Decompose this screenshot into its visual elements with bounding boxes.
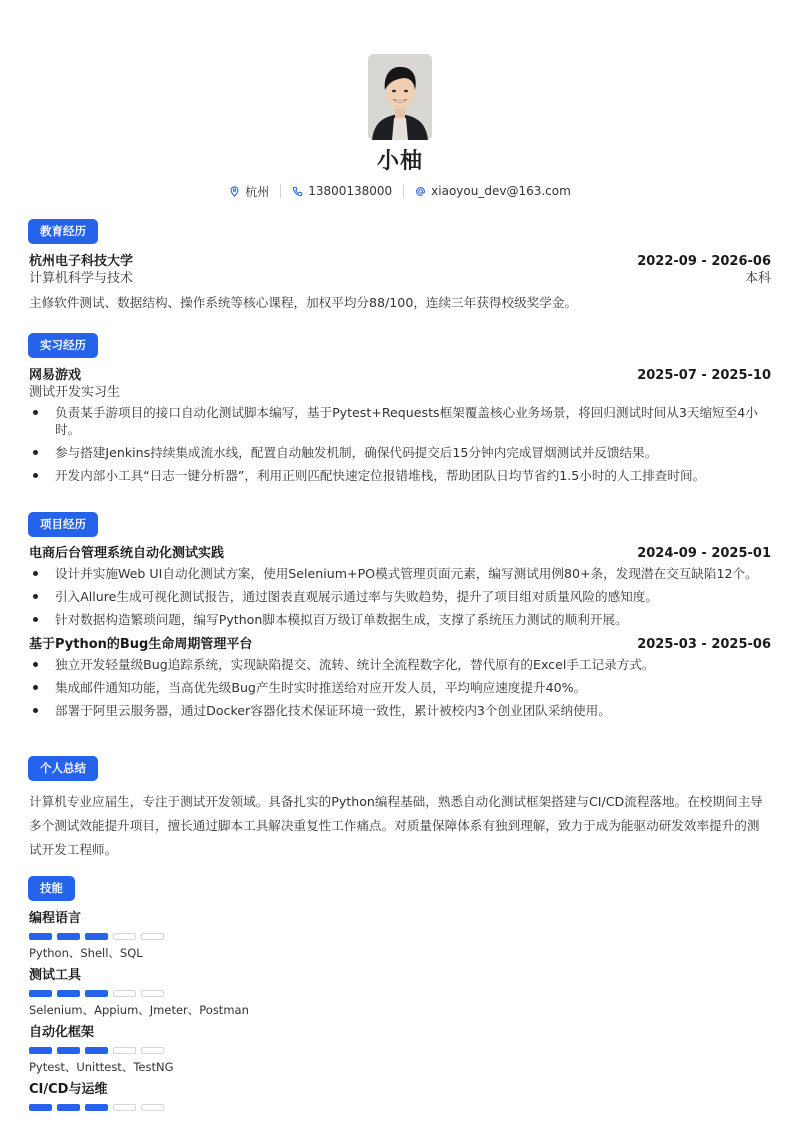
level-segment-filled	[57, 1104, 80, 1111]
list-item: 部署于阿里云服务器，通过Docker容器化技术保证环境一致性，累计被校内3个创业团队采纳使用。	[29, 702, 771, 719]
degree: 本科	[744, 271, 771, 286]
section-tag-internship: 实习经历	[28, 333, 98, 358]
section-tag-summary: 个人总结	[28, 756, 98, 781]
major: 计算机科学与技术	[29, 271, 134, 286]
project-date: 2025-03 - 2025-06	[637, 637, 771, 652]
skill-name: CI/CD与运维	[29, 1082, 108, 1097]
level-segment-empty	[141, 933, 164, 940]
summary-text: 计算机专业应届生，专注于测试开发领域。具备扎实的Python编程基础，熟悉自动化测试框架搭建与CI/CD流程落地。在校期间主导多个测试效能提升项目，擅长通过脚本工具解决重复性工作痛点。对质量保障体系有独到理解，致力于成为能驱动研发效率提升的测试开发工程师。	[29, 794, 763, 857]
skill-tools: Selenium、Appium、Jmeter、Postman	[29, 1003, 249, 1017]
location-pin-icon	[229, 186, 240, 197]
level-segment-filled	[57, 933, 80, 940]
skill-name: 编程语言	[29, 911, 82, 926]
divider	[403, 184, 404, 198]
section-summary	[29, 756, 771, 862]
section-tag-education: 教育经历	[28, 219, 98, 244]
level-segment-filled	[29, 990, 52, 997]
section-tag-skills: 技能	[28, 876, 75, 901]
skill-level-bar	[29, 933, 771, 940]
project-item	[29, 545, 771, 628]
list-item: 参与搭建Jenkins持续集成流水线，配置自动触发机制，确保代码提交后15分钟内完成冒烟测试并反馈结果。	[29, 444, 771, 461]
section-projects	[29, 512, 771, 725]
skill-level-bar	[29, 1104, 771, 1111]
level-segment-filled	[85, 990, 108, 997]
at-sign-icon	[415, 186, 426, 197]
project-date: 2024-09 - 2025-01	[637, 546, 771, 561]
list-item: 引入Allure生成可视化测试报告，通过图表直观展示通过率与失败趋势，提升了项目组对质量风险的感知度。	[29, 588, 771, 605]
phone-text: 13800138000	[308, 184, 393, 198]
level-segment-filled	[85, 1104, 108, 1111]
level-segment-filled	[85, 933, 108, 940]
contact-email	[415, 184, 571, 198]
section-tag-projects: 项目经历	[28, 512, 98, 537]
email-text: xiaoyou_dev@163.com	[431, 184, 571, 198]
divider	[280, 184, 281, 198]
level-segment-empty	[113, 990, 136, 997]
list-item: 针对数据构造繁琐问题，编写Python脚本模拟百万级订单数据生成，支撑了系统压力测试的顺利开展。	[29, 611, 771, 628]
skill-name: 自动化框架	[29, 1025, 95, 1040]
project-bullets	[29, 656, 771, 719]
contact-phone	[292, 184, 392, 198]
section-education	[29, 219, 771, 315]
section-skills	[29, 876, 771, 1117]
level-segment-empty	[113, 1047, 136, 1054]
level-segment-filled	[57, 1047, 80, 1054]
list-item: 负责某手游项目的接口自动化测试脚本编写，基于Pytest+Requests框架覆盖核心业务场景，将回归测试时间从3天缩短至4小时。	[29, 404, 771, 438]
skill-tools: Pytest、Unittest、TestNG	[29, 1060, 174, 1074]
list-item: 开发内部小工具“日志一键分析器”，利用正则匹配快速定位报错堆栈，帮助团队日均节省约1.5小时的人工排查时间。	[29, 467, 771, 484]
avatar-photo-icon	[368, 54, 432, 140]
candidate-name: 小柚	[376, 149, 423, 174]
list-item: 集成邮件通知功能，当高优先级Bug产生时实时推送给对应开发人员，平均响应速度提升40%。	[29, 679, 771, 696]
company-name: 网易游戏	[29, 368, 82, 383]
resume-header	[29, 0, 771, 200]
skill-level-bar	[29, 1047, 771, 1054]
internship-role: 测试开发实习生	[29, 385, 121, 400]
skill-item	[29, 967, 771, 1018]
education-date: 2022-09 - 2026-06	[637, 254, 771, 269]
skill-name: 测试工具	[29, 968, 82, 983]
level-segment-filled	[29, 1104, 52, 1111]
project-name: 电商后台管理系统自动化测试实践	[29, 546, 225, 561]
project-item	[29, 636, 771, 719]
level-segment-empty	[113, 933, 136, 940]
skill-item	[29, 1081, 771, 1111]
contact-info	[29, 182, 771, 200]
education-description: 主修软件测试、数据结构、操作系统等核心课程，加权平均分88/100，连续三年获得校级奖学金。	[29, 295, 578, 310]
avatar	[368, 54, 432, 140]
level-segment-filled	[29, 1047, 52, 1054]
skill-tools: Python、Shell、SQL	[29, 946, 143, 960]
project-bullets	[29, 565, 771, 628]
school-name: 杭州电子科技大学	[29, 254, 134, 269]
level-segment-empty	[141, 990, 164, 997]
phone-icon	[292, 186, 303, 197]
list-item: 设计并实施Web UI自动化测试方案，使用Selenium+PO模式管理页面元素，编写测试用例80+条，发现潜在交互缺陷12个。	[29, 565, 771, 582]
section-internship	[29, 333, 771, 490]
level-segment-empty	[113, 1104, 136, 1111]
level-segment-empty	[141, 1104, 164, 1111]
skill-item	[29, 1024, 771, 1075]
internship-bullets	[29, 404, 771, 484]
skills-list	[29, 910, 771, 1111]
level-segment-filled	[85, 1047, 108, 1054]
contact-location	[229, 183, 269, 200]
skill-item	[29, 910, 771, 961]
level-segment-empty	[141, 1047, 164, 1054]
level-segment-filled	[57, 990, 80, 997]
skill-level-bar	[29, 990, 771, 997]
location-text: 杭州	[245, 184, 270, 199]
level-segment-filled	[29, 933, 52, 940]
list-item: 独立开发轻量级Bug追踪系统，实现缺陷提交、流转、统计全流程数字化，替代原有的Excel手工记录方式。	[29, 656, 771, 673]
internship-date: 2025-07 - 2025-10	[637, 368, 771, 383]
project-name: 基于Python的Bug生命周期管理平台	[29, 637, 253, 652]
